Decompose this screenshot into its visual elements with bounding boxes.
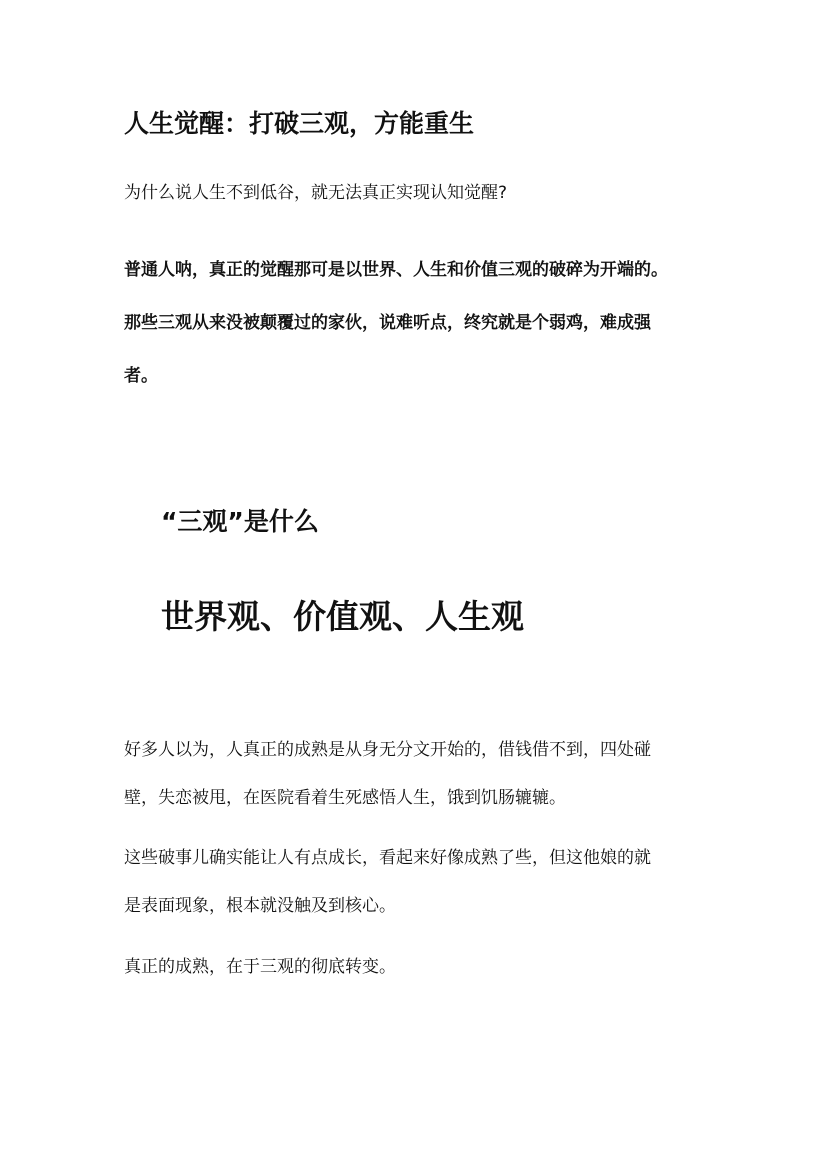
body-paragraph-1 bbox=[124, 726, 714, 822]
section-heading: “三观”是什么 bbox=[161, 507, 319, 536]
paragraph-line: 这些破事儿确实能让人有点成长，看起来好像成熟了些，但这他娘的就 bbox=[124, 848, 651, 868]
paragraph-line: 真正的成熟，在于三观的彻底转变。 bbox=[124, 957, 396, 977]
bold-paragraph-line: 那些三观从来没被颠覆过的家伙，说难听点，终究就是个弱鸡，难成强 bbox=[124, 313, 651, 333]
subtitle-question: 为什么说人生不到低谷，就无法真正实现认知觉醒? bbox=[124, 183, 508, 203]
bold-paragraph-line: 者。 bbox=[124, 366, 158, 386]
section-subheading: 世界观、价值观、人生观 bbox=[161, 597, 524, 636]
page-title: 人生觉醒：打破三观，方能重生 bbox=[124, 109, 475, 138]
body-paragraph-2 bbox=[124, 834, 714, 930]
paragraph-line: 壁，失恋被甩，在医院看着生死感悟人生，饿到饥肠辘辘。 bbox=[124, 788, 566, 808]
paragraph-line: 好多人以为，人真正的成熟是从身无分文开始的，借钱借不到，四处碰 bbox=[124, 740, 651, 760]
paragraph-line: 是表面现象，根本就没触及到核心。 bbox=[124, 896, 396, 916]
body-paragraph-3 bbox=[124, 943, 714, 991]
bold-paragraph bbox=[124, 244, 714, 403]
bold-paragraph-line: 普通人呐，真正的觉醒那可是以世界、人生和价值三观的破碎为开端的。 bbox=[124, 260, 668, 280]
